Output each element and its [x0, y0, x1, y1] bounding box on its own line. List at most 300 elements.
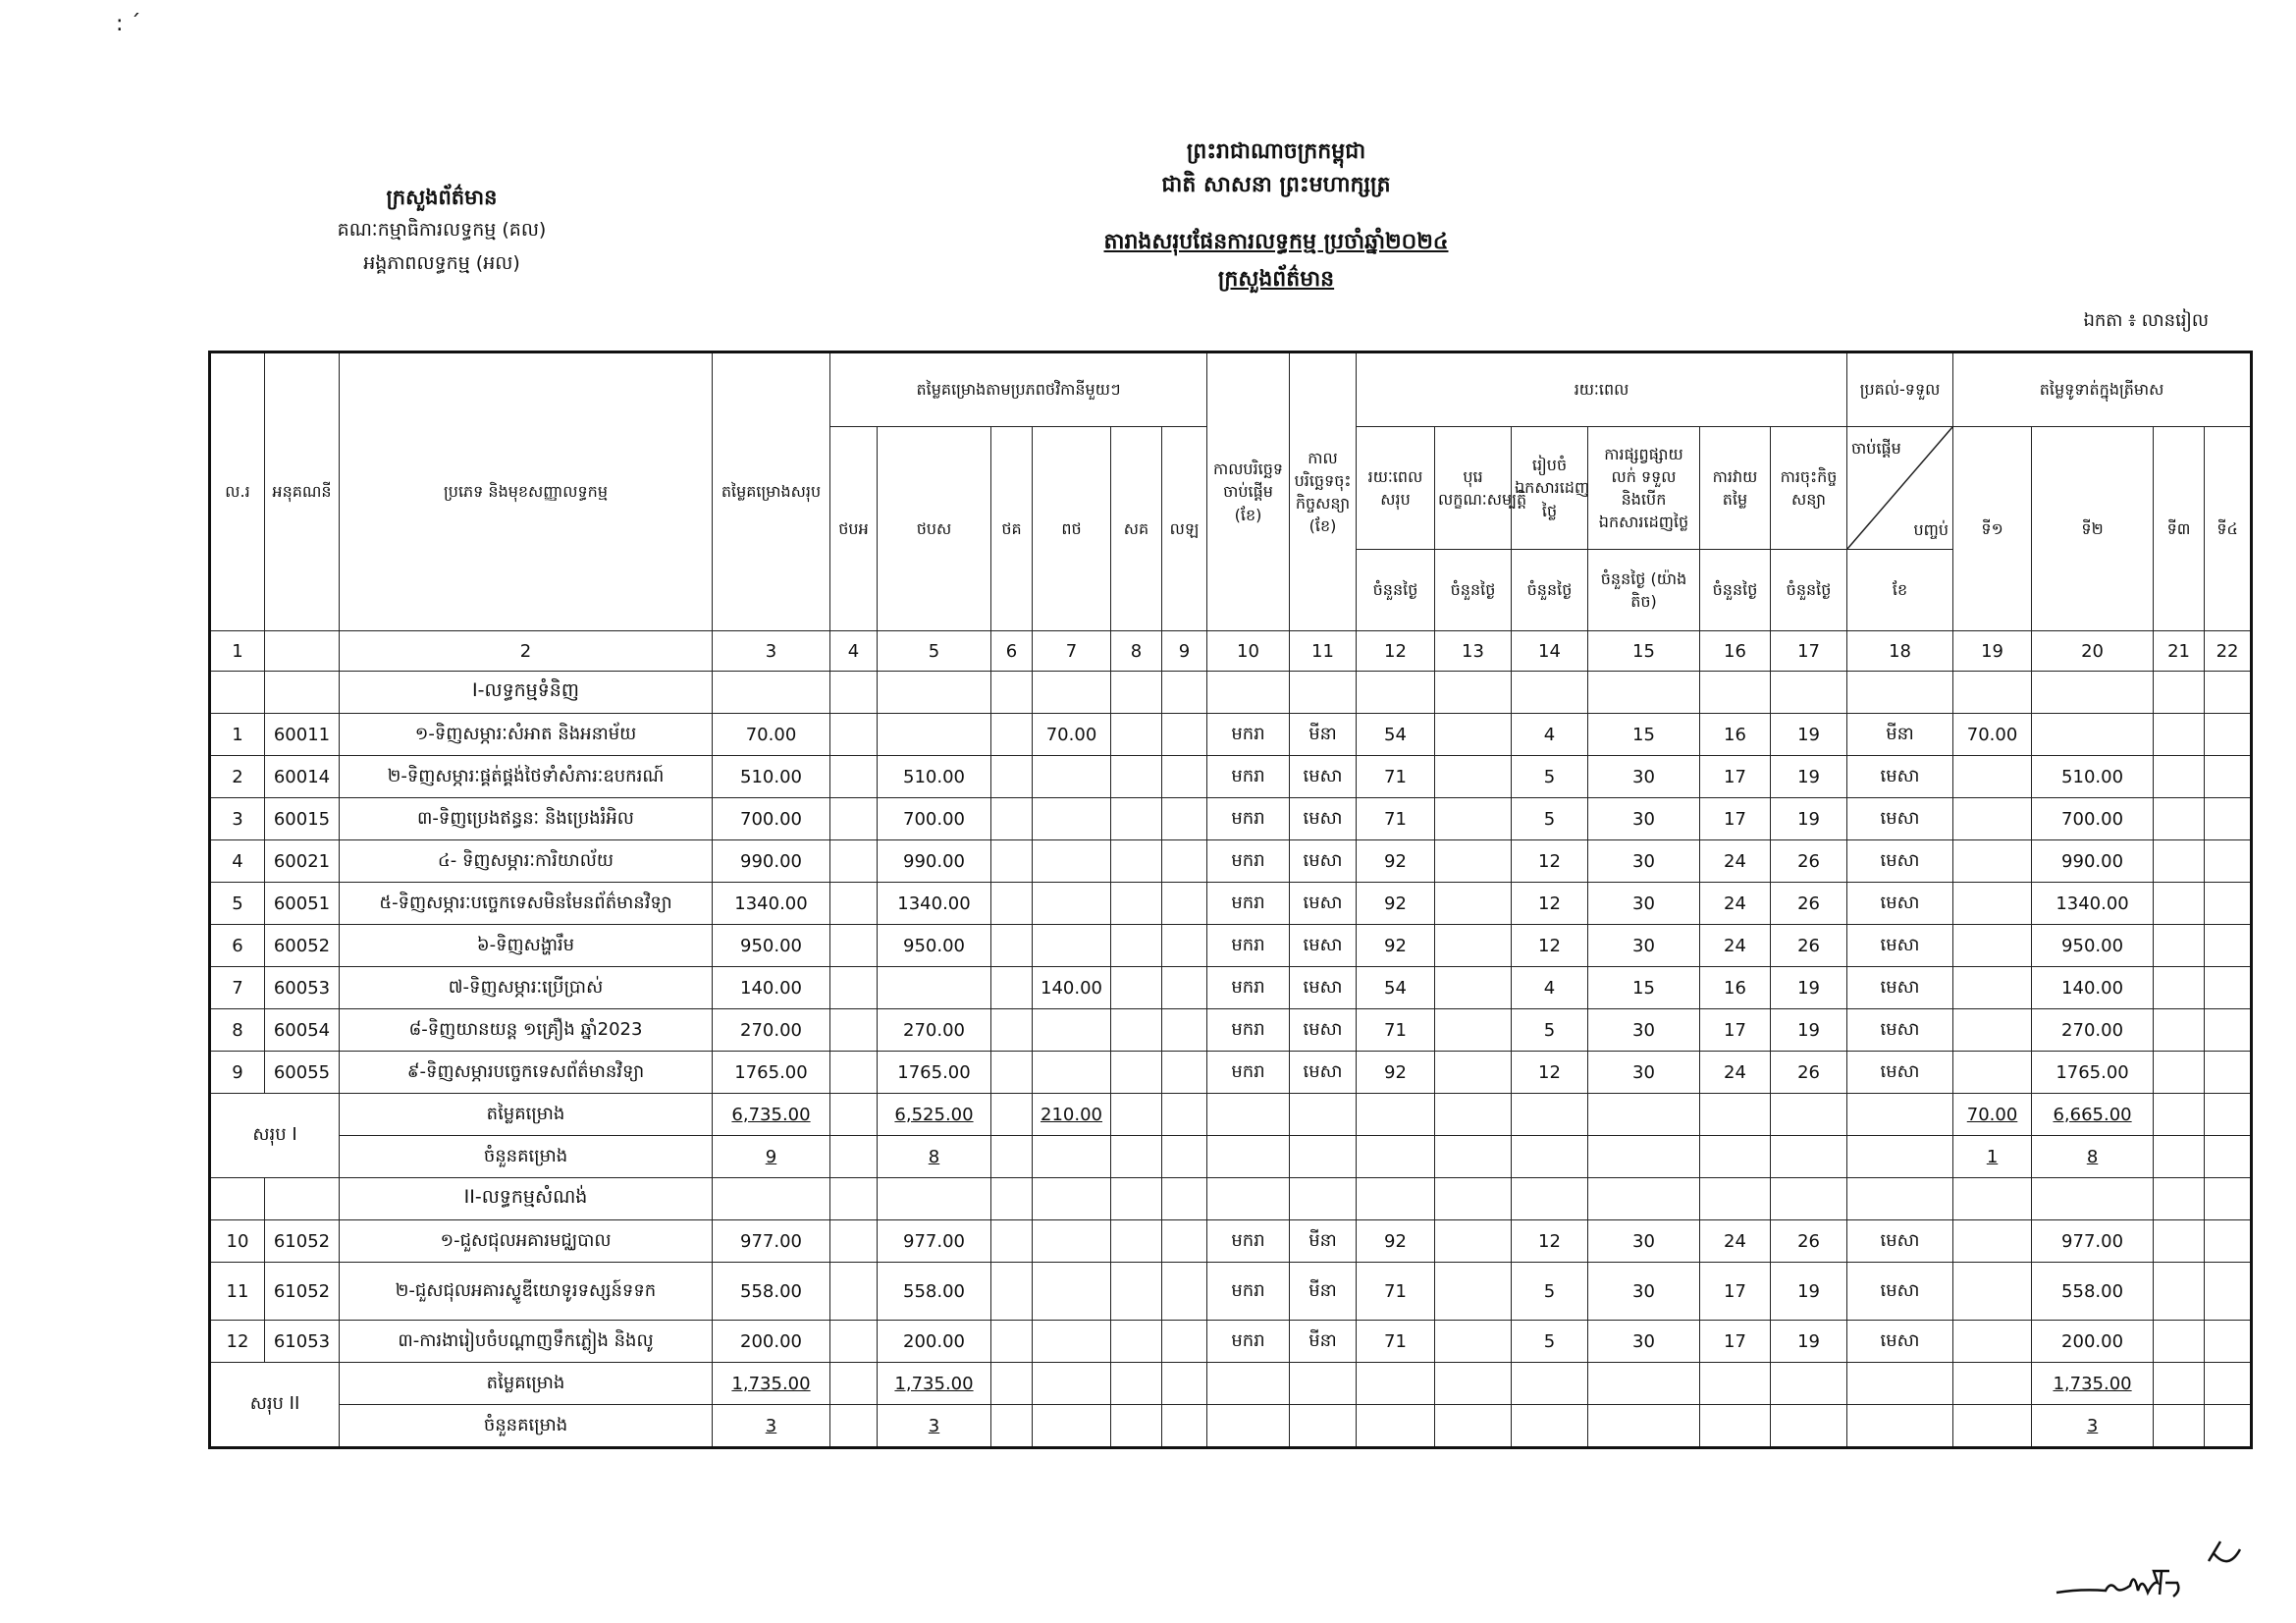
table-cell	[830, 1363, 878, 1405]
header-src-5: សគ	[1111, 427, 1162, 631]
row-dur-qualification	[1435, 714, 1512, 756]
row-src-3	[991, 714, 1033, 756]
table-cell	[2032, 1178, 2154, 1220]
row-item-name: ៩-ទិញសម្ភារបច្ចេកទេសព័ត៌មានវិទ្យា	[340, 1052, 713, 1094]
table-row	[210, 798, 2252, 840]
unit-days-min: ចំនួនថ្ងៃ (យ៉ាងតិច)	[1588, 550, 1700, 631]
row-dur-evaluation: 17	[1700, 798, 1771, 840]
table-row	[210, 967, 2252, 1009]
table-cell	[991, 1178, 1033, 1220]
row-q3	[2154, 967, 2205, 1009]
row-src-1	[830, 714, 878, 756]
table-cell	[2205, 1363, 2252, 1405]
row-total: 950.00	[713, 925, 830, 967]
row-total: 510.00	[713, 756, 830, 798]
column-number-cell	[265, 631, 340, 672]
row-q1	[1953, 1052, 2032, 1094]
row-number: 2	[210, 756, 265, 798]
header-src-2: ថបស	[878, 427, 991, 631]
row-src-4	[1033, 1263, 1111, 1321]
row-account: 60021	[265, 840, 340, 883]
row-contract-month: មេសា	[1290, 883, 1357, 925]
row-q1	[1953, 925, 2032, 967]
header-q4: ទី៤	[2205, 427, 2252, 631]
column-number-cell: 7	[1033, 631, 1111, 672]
table-cell	[713, 1178, 830, 1220]
column-number-cell: 16	[1700, 631, 1771, 672]
row-src-1	[830, 756, 878, 798]
column-number-cell: 8	[1111, 631, 1162, 672]
table-cell	[1588, 1136, 1700, 1178]
table-cell	[1357, 1136, 1435, 1178]
row-dur-qualification	[1435, 925, 1512, 967]
row-q4	[2205, 798, 2252, 840]
table-row	[210, 714, 2252, 756]
row-dur-total: 71	[1357, 798, 1435, 840]
row-q3	[2154, 1009, 2205, 1052]
subtotal-count-total: 3	[713, 1405, 830, 1448]
column-number-cell: 12	[1357, 631, 1435, 672]
table-cell	[1847, 1094, 1953, 1136]
row-number: 3	[210, 798, 265, 840]
row-dur-total: 54	[1357, 967, 1435, 1009]
row-q4	[2205, 1220, 2252, 1263]
row-total: 977.00	[713, 1220, 830, 1263]
row-dur-signing: 19	[1771, 1321, 1847, 1363]
row-src-6	[1162, 756, 1207, 798]
row-dur-total: 71	[1357, 1263, 1435, 1321]
row-dur-evaluation: 24	[1700, 925, 1771, 967]
row-contract-month: មេសា	[1290, 1009, 1357, 1052]
row-dur-document: 12	[1512, 840, 1588, 883]
row-number: 11	[210, 1263, 265, 1321]
row-account: 60051	[265, 883, 340, 925]
row-src-5	[1111, 1009, 1162, 1052]
column-number-cell: 20	[2032, 631, 2154, 672]
table-cell	[210, 1178, 265, 1220]
section-row	[210, 672, 2252, 714]
table-cell	[1111, 1363, 1162, 1405]
row-src-3	[991, 967, 1033, 1009]
table-cell	[1290, 1405, 1357, 1448]
row-q3	[2154, 756, 2205, 798]
subtotal-q2: 6,665.00	[2032, 1094, 2154, 1136]
row-dur-qualification	[1435, 1009, 1512, 1052]
row-dur-document: 12	[1512, 925, 1588, 967]
table-cell	[1111, 1405, 1162, 1448]
row-dur-signing: 19	[1771, 1263, 1847, 1321]
row-delivery-month: មេសា	[1847, 967, 1953, 1009]
row-dur-evaluation: 24	[1700, 1220, 1771, 1263]
row-src-3	[991, 1321, 1033, 1363]
table-cell	[1207, 1178, 1290, 1220]
column-number-cell: 17	[1771, 631, 1847, 672]
row-q3	[2154, 925, 2205, 967]
table-cell	[1588, 1363, 1700, 1405]
row-q2: 558.00	[2032, 1263, 2154, 1321]
row-total: 558.00	[713, 1263, 830, 1321]
row-q1	[1953, 1009, 2032, 1052]
subtotal-label: សរុប II	[210, 1363, 340, 1448]
row-start-month: មករា	[1207, 967, 1290, 1009]
row-src-3	[991, 1009, 1033, 1052]
row-dur-publication: 30	[1588, 1321, 1700, 1363]
row-dur-qualification	[1435, 798, 1512, 840]
row-account: 61052	[265, 1220, 340, 1263]
row-src-3	[991, 1052, 1033, 1094]
row-item-name: ១-ជួសជុលអគារមជ្ឈបាល	[340, 1220, 713, 1263]
row-q1	[1953, 756, 2032, 798]
table-cell	[1700, 1178, 1771, 1220]
procurement-committee: គណៈកម្មាធិការលទ្ធកម្ម (គល)	[337, 219, 547, 241]
row-dur-total: 92	[1357, 883, 1435, 925]
row-dur-signing: 26	[1771, 840, 1847, 883]
row-src-3	[991, 756, 1033, 798]
row-delivery-month: មេសា	[1847, 1321, 1953, 1363]
row-number: 10	[210, 1220, 265, 1263]
row-delivery-month: មេសា	[1847, 840, 1953, 883]
table-cell	[1357, 1178, 1435, 1220]
unit-month: ខែ	[1847, 550, 1953, 631]
header-start-date: កាលបរិច្ឆេទចាប់ផ្ដើម (ខែ)	[1207, 352, 1290, 631]
row-q4	[2205, 714, 2252, 756]
row-contract-month: មេសា	[1290, 967, 1357, 1009]
subtotal-src-2: 1,735.00	[878, 1363, 991, 1405]
row-src-2: 510.00	[878, 756, 991, 798]
row-q3	[2154, 1220, 2205, 1263]
subtotal-q2: 1,735.00	[2032, 1363, 2154, 1405]
row-src-1	[830, 967, 878, 1009]
row-src-6	[1162, 1263, 1207, 1321]
row-number: 6	[210, 925, 265, 967]
row-src-2: 1765.00	[878, 1052, 991, 1094]
subtotal-count-src-2: 3	[878, 1405, 991, 1448]
row-total: 700.00	[713, 798, 830, 840]
subtotal-count-src-2: 8	[878, 1136, 991, 1178]
table-cell	[1700, 1136, 1771, 1178]
table-cell	[1771, 1405, 1847, 1448]
row-src-1	[830, 1052, 878, 1094]
table-body	[210, 631, 2252, 1448]
row-dur-evaluation: 17	[1700, 1009, 1771, 1052]
row-dur-signing: 26	[1771, 1220, 1847, 1263]
row-contract-month: មេសា	[1290, 840, 1357, 883]
table-cell	[1847, 1363, 1953, 1405]
unit-days: ចំនួនថ្ងៃ	[1700, 550, 1771, 631]
row-contract-month: មីនា	[1290, 1321, 1357, 1363]
table-cell	[1207, 1136, 1290, 1178]
row-start-month: មករា	[1207, 840, 1290, 883]
column-number-cell: 11	[1290, 631, 1357, 672]
header-src-1: ថបអ	[830, 427, 878, 631]
row-dur-total: 71	[1357, 1321, 1435, 1363]
table-cell	[1771, 1178, 1847, 1220]
row-q2: 700.00	[2032, 798, 2154, 840]
header-src-3: ថគ	[991, 427, 1033, 631]
currency-unit: ឯកតា ៖ លានរៀល	[2083, 310, 2209, 331]
column-number-cell: 2	[340, 631, 713, 672]
row-q2: 270.00	[2032, 1009, 2154, 1052]
subtotal-value-row	[210, 1363, 2252, 1405]
row-start-month: មករា	[1207, 1220, 1290, 1263]
row-item-name: ៣-ការងារៀបចំបណ្ដាញទឹកភ្លៀង និងលូ	[340, 1321, 713, 1363]
row-src-2	[878, 967, 991, 1009]
row-dur-document: 12	[1512, 883, 1588, 925]
header-dur-signing: ការចុះកិច្ចសន្យា	[1771, 427, 1847, 550]
row-account: 60015	[265, 798, 340, 840]
table-row	[210, 756, 2252, 798]
row-q3	[2154, 1263, 2205, 1321]
table-cell	[1771, 1136, 1847, 1178]
section-construction-title: II-លទ្ធកម្មសំណង់	[340, 1178, 713, 1220]
row-dur-document: 12	[1512, 1052, 1588, 1094]
table-cell	[1512, 1178, 1588, 1220]
column-number-row	[210, 631, 2252, 672]
row-item-name: ២-ជួសជុលអគារស្ទូឌីយោទូរទស្សន៍ទទក	[340, 1263, 713, 1321]
header-delivery-start-end	[1847, 427, 1953, 550]
table-row	[210, 1009, 2252, 1052]
header-total: តម្លៃគម្រោងសរុប	[713, 352, 830, 631]
row-src-2: 977.00	[878, 1220, 991, 1263]
header-dur-total: រយៈពេលសរុប	[1357, 427, 1435, 550]
row-contract-month: មីនា	[1290, 714, 1357, 756]
kingdom-line-2: ជាតិ សាសនា ព្រះមហាក្សត្រ	[1161, 173, 1391, 197]
row-q4	[2205, 967, 2252, 1009]
subtotal-total: 6,735.00	[713, 1094, 830, 1136]
section-row	[210, 1178, 2252, 1220]
subtotal-count-total: 9	[713, 1136, 830, 1178]
section-goods-title: I-លទ្ធកម្មទំនិញ	[340, 672, 713, 714]
row-item-name: ៣-ទិញប្រេងឥន្ធនៈ និងប្រេងរំអិល	[340, 798, 713, 840]
row-src-4	[1033, 925, 1111, 967]
row-q2: 990.00	[2032, 840, 2154, 883]
row-dur-publication: 30	[1588, 1220, 1700, 1263]
row-q2: 1765.00	[2032, 1052, 2154, 1094]
row-src-2: 200.00	[878, 1321, 991, 1363]
header-q1: ទី១	[1953, 427, 2032, 631]
row-item-name: ១-ទិញសម្ភារៈសំអាត និងអនាម័យ	[340, 714, 713, 756]
row-start-month: មករា	[1207, 1009, 1290, 1052]
row-src-6	[1162, 1052, 1207, 1094]
row-src-5	[1111, 1263, 1162, 1321]
table-cell	[1435, 1178, 1512, 1220]
row-dur-signing: 26	[1771, 883, 1847, 925]
row-item-name: ៨-ទិញយានយន្ត ១គ្រឿង ឆ្នាំ2023	[340, 1009, 713, 1052]
signature-mark	[2052, 1532, 2248, 1610]
ministry-name: ក្រសួងព័ត៌មាន	[386, 186, 498, 209]
subtotal-src-4: 210.00	[1033, 1094, 1111, 1136]
row-src-5	[1111, 756, 1162, 798]
row-src-3	[991, 883, 1033, 925]
table-cell	[878, 1178, 991, 1220]
row-dur-publication: 30	[1588, 756, 1700, 798]
row-q2: 950.00	[2032, 925, 2154, 967]
row-dur-qualification	[1435, 1220, 1512, 1263]
subtotal-count-q1: 1	[1953, 1136, 2032, 1178]
row-number: 5	[210, 883, 265, 925]
table-cell	[1588, 1178, 1700, 1220]
subtotal-value-row	[210, 1094, 2252, 1136]
row-start-month: មករា	[1207, 756, 1290, 798]
row-q4	[2205, 925, 2252, 967]
row-q4	[2205, 1009, 2252, 1052]
header-dur-evaluation: ការវាយតម្លៃ	[1700, 427, 1771, 550]
table-cell	[2154, 1136, 2205, 1178]
subtotal-q1: 70.00	[1953, 1094, 2032, 1136]
row-q3	[2154, 1321, 2205, 1363]
subtotal-src-2: 6,525.00	[878, 1094, 991, 1136]
column-number-cell: 6	[991, 631, 1033, 672]
row-delivery-month: មេសា	[1847, 1009, 1953, 1052]
row-src-2: 1340.00	[878, 883, 991, 925]
row-dur-evaluation: 16	[1700, 714, 1771, 756]
table-cell	[991, 1363, 1033, 1405]
row-src-2: 270.00	[878, 1009, 991, 1052]
row-total: 270.00	[713, 1009, 830, 1052]
row-dur-publication: 30	[1588, 883, 1700, 925]
row-src-4	[1033, 756, 1111, 798]
header-account: អនុគណនី	[265, 352, 340, 631]
column-number-cell: 9	[1162, 631, 1207, 672]
row-dur-document: 5	[1512, 798, 1588, 840]
table-cell	[1162, 1136, 1207, 1178]
row-account: 60055	[265, 1052, 340, 1094]
delivery-start-label: ចាប់ផ្ដើម	[1851, 439, 1901, 458]
header-dur-document: រៀបចំឯកសារដេញថ្លៃ	[1512, 427, 1588, 550]
row-dur-evaluation: 16	[1700, 967, 1771, 1009]
table-cell	[1111, 1178, 1162, 1220]
row-q3	[2154, 714, 2205, 756]
header-by-source: តម្លៃគម្រោងតាមប្រភពថវិកានីមួយៗ	[830, 352, 1207, 427]
row-src-1	[830, 925, 878, 967]
table-cell	[1512, 1405, 1588, 1448]
row-delivery-month: មេសា	[1847, 1052, 1953, 1094]
row-q1	[1953, 1263, 2032, 1321]
row-dur-total: 92	[1357, 1220, 1435, 1263]
row-contract-month: មីនា	[1290, 1263, 1357, 1321]
row-dur-publication: 30	[1588, 840, 1700, 883]
header-delivery: ប្រគល់-ទទួល	[1847, 352, 1953, 427]
row-start-month: មករា	[1207, 1052, 1290, 1094]
row-src-5	[1111, 1052, 1162, 1094]
row-dur-document: 5	[1512, 756, 1588, 798]
table-cell	[1033, 1405, 1111, 1448]
table-cell	[1357, 1405, 1435, 1448]
unit-days: ចំនួនថ្ងៃ	[1435, 550, 1512, 631]
header-contract-date: កាលបរិច្ឆេទចុះកិច្ចសន្យា (ខែ)	[1290, 352, 1357, 631]
row-contract-month: មេសា	[1290, 1052, 1357, 1094]
table-cell	[2205, 1405, 2252, 1448]
row-src-6	[1162, 883, 1207, 925]
table-cell	[2205, 1178, 2252, 1220]
row-q4	[2205, 883, 2252, 925]
header-type: ប្រភេទ និងមុខសញ្ញាលទ្ធកម្ម	[340, 352, 713, 631]
row-total: 1340.00	[713, 883, 830, 925]
row-delivery-month: មីនា	[1847, 714, 1953, 756]
table-cell	[1357, 1094, 1435, 1136]
row-contract-month: មេសា	[1290, 798, 1357, 840]
procurement-unit: អង្គភាពលទ្ធកម្ម (អល)	[363, 252, 520, 274]
row-src-6	[1162, 1220, 1207, 1263]
table-cell	[1953, 1178, 2032, 1220]
header-src-4: ពថ	[1033, 427, 1111, 631]
unit-days: ចំនួនថ្ងៃ	[1512, 550, 1588, 631]
row-src-5	[1111, 925, 1162, 967]
row-item-name: ៦-ទិញសង្ហារឹម	[340, 925, 713, 967]
kingdom-line-1: ព្រះរាជាណាចក្រកម្ពុជា	[1186, 139, 1366, 164]
table-row	[210, 1263, 2252, 1321]
table-cell	[1847, 1136, 1953, 1178]
row-total: 1765.00	[713, 1052, 830, 1094]
table-cell	[2205, 1094, 2252, 1136]
header-no: ល.រ	[210, 352, 265, 631]
row-src-4	[1033, 798, 1111, 840]
row-account: 61052	[265, 1263, 340, 1321]
row-q1: 70.00	[1953, 714, 2032, 756]
row-start-month: មករា	[1207, 798, 1290, 840]
table-row	[210, 925, 2252, 967]
table-cell	[1290, 1136, 1357, 1178]
row-src-2: 700.00	[878, 798, 991, 840]
row-q1	[1953, 1321, 2032, 1363]
row-dur-signing: 19	[1771, 1009, 1847, 1052]
table-cell	[2154, 1178, 2205, 1220]
table-cell	[1290, 1178, 1357, 1220]
row-src-4	[1033, 1052, 1111, 1094]
row-q1	[1953, 883, 2032, 925]
row-src-2: 990.00	[878, 840, 991, 883]
row-dur-signing: 19	[1771, 798, 1847, 840]
row-account: 60053	[265, 967, 340, 1009]
row-dur-total: 71	[1357, 756, 1435, 798]
row-start-month: មករា	[1207, 1321, 1290, 1363]
table-cell	[1435, 1405, 1512, 1448]
table-cell	[1207, 1094, 1290, 1136]
row-src-1	[830, 1263, 878, 1321]
row-src-3	[991, 1220, 1033, 1263]
table-cell	[1033, 1178, 1111, 1220]
row-dur-document: 4	[1512, 967, 1588, 1009]
row-dur-signing: 26	[1771, 925, 1847, 967]
row-delivery-month: មេសា	[1847, 798, 1953, 840]
row-q4	[2205, 756, 2252, 798]
column-number-cell: 4	[830, 631, 878, 672]
row-q2: 1340.00	[2032, 883, 2154, 925]
row-account: 60052	[265, 925, 340, 967]
header-quarters: តម្លៃទូទាត់ក្នុងត្រីមាស	[1953, 352, 2252, 427]
row-number: 1	[210, 714, 265, 756]
row-item-name: ៥-ទិញសម្ភារៈបច្ចេកទេសមិនមែនព័ត៌មានវិទ្យា	[340, 883, 713, 925]
subtotal-count-label: ចំនួនគម្រោង	[340, 1136, 713, 1178]
row-src-1	[830, 1220, 878, 1263]
row-q2	[2032, 714, 2154, 756]
subtotal-label: សរុប I	[210, 1094, 340, 1178]
table-cell	[2154, 1094, 2205, 1136]
table-cell	[1435, 1136, 1512, 1178]
row-src-5	[1111, 840, 1162, 883]
table-cell	[830, 1178, 878, 1220]
row-dur-total: 92	[1357, 1052, 1435, 1094]
row-account: 60054	[265, 1009, 340, 1052]
table-cell	[2154, 1363, 2205, 1405]
subtotal-count-q2: 3	[2032, 1405, 2154, 1448]
row-delivery-month: មេសា	[1847, 1220, 1953, 1263]
row-src-4	[1033, 1220, 1111, 1263]
row-src-5	[1111, 714, 1162, 756]
row-src-2: 950.00	[878, 925, 991, 967]
row-dur-document: 12	[1512, 1220, 1588, 1263]
row-dur-publication: 30	[1588, 798, 1700, 840]
